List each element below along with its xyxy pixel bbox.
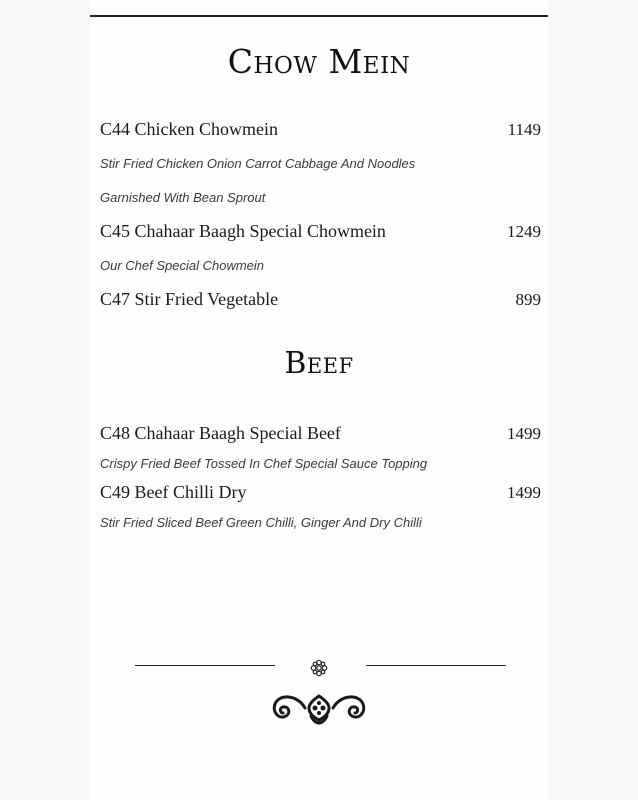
menu-item-price: 1499 <box>507 424 541 443</box>
scroll-flourish-icon <box>269 690 369 726</box>
menu-item-description: Garnished With Bean Sprout <box>100 190 266 205</box>
menu-item-description: Stir Fried Chicken Onion Carrot Cabbage And Noodles <box>100 156 416 171</box>
menu-item-name: C48 Chahaar Baagh Special Beef <box>100 423 341 443</box>
menu-item-price: 1499 <box>507 483 541 502</box>
menu-item-description: Our Chef Special Chowmein <box>100 258 265 273</box>
footer-divider-right <box>366 665 506 666</box>
menu-item-description: Crispy Fried Beef Tossed In Chef Special Sauce Topping <box>100 456 428 471</box>
menu-item-name: C49 Beef Chilli Dry <box>100 482 247 502</box>
menu-item-price: 899 <box>515 290 541 309</box>
menu-item-name: C45 Chahaar Baagh Special Chowmein <box>100 221 386 241</box>
section-title-beef: Beef <box>284 346 354 381</box>
top-rule <box>90 15 548 17</box>
menu-item-name: C47 Stir Fried Vegetable <box>100 289 279 309</box>
menu-item-description: Stir Fried Sliced Beef Green Chilli, Ginger And Dry Chilli <box>100 515 422 530</box>
menu-item-price: 1149 <box>507 120 541 139</box>
menu-item-name: C44 Chicken Chowmein <box>100 119 278 139</box>
flower-ornament-icon <box>309 658 329 678</box>
footer-divider-left <box>135 665 275 666</box>
menu-item-price: 1249 <box>507 222 541 241</box>
section-title-chow-mein: Chow Mein <box>227 42 411 81</box>
